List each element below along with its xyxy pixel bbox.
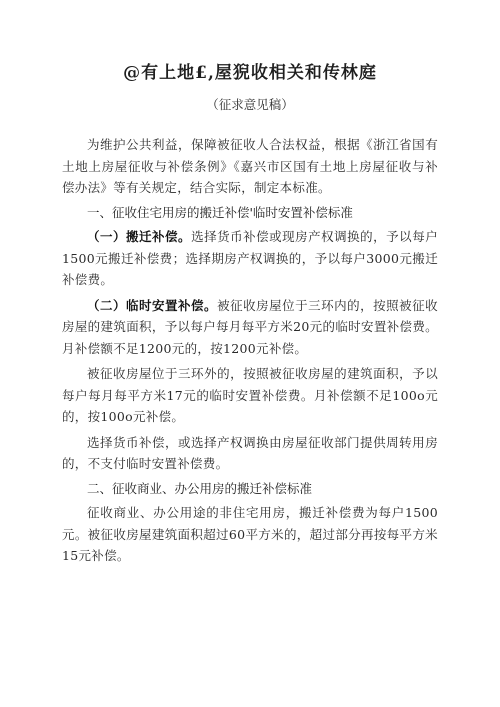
section-1-item-2 [62,295,438,360]
section-2-heading: 二、征收商业、办公用房的搬迁补偿标准 [87,480,313,496]
section-1-item-1 [62,226,438,291]
section-2-paragraph-1: 征收商业、办公用途的非住宅用房，搬迁补偿费为每户1500元。被征收房屋建筑面积超过60平方米的，超过部分再按每平方米15元补偿。 [62,505,438,563]
intro-paragraph: 为维护公共利益，保障被征收人合法权益，根据《浙江省国有土地上房屋征收与补偿条例》《嘉兴市区国有土地上房屋征收与补偿办法》等有关规定，结合实际，制定本标准。 [62,137,438,195]
section-1-heading: 一、征收住宅用房的搬迁补偿'临时安置补偿标准 [87,204,353,220]
item-2-body: 被征收房屋位于三环内的，按照被征收房屋的建筑面积，予以每户每月每平方米20元的临时安置补偿费。月补偿额不足1200元的，按1200元补偿。 [62,297,438,356]
item-1-lead: （一）搬迁补偿。 [87,229,192,244]
document-title: @有上地£,屋猊收相关和传林庭 [123,63,377,83]
item-2-lead: （二）临时安置补偿。 [87,297,218,313]
section-1-paragraph-3: 被征收房屋位于三环外的，按照被征收房屋的建筑面积，予以每户每月每平方米17元的临时安置补偿费。月补偿额不足100o元的，按100o元补偿。 [62,366,438,424]
document-subtitle: （征求意见稿） [206,97,294,112]
item-1-body: 选择货币补偿或现房产权调换的，予以每户1500元搬迁补偿费；选择期房产权调换的，予以每户3000元搬迁补偿费。 [62,229,438,287]
section-1-paragraph-4: 选择货币补偿，或选择产权调换由房屋征收部门提供周转用房的，不支付临时安置补偿费。 [62,434,438,471]
